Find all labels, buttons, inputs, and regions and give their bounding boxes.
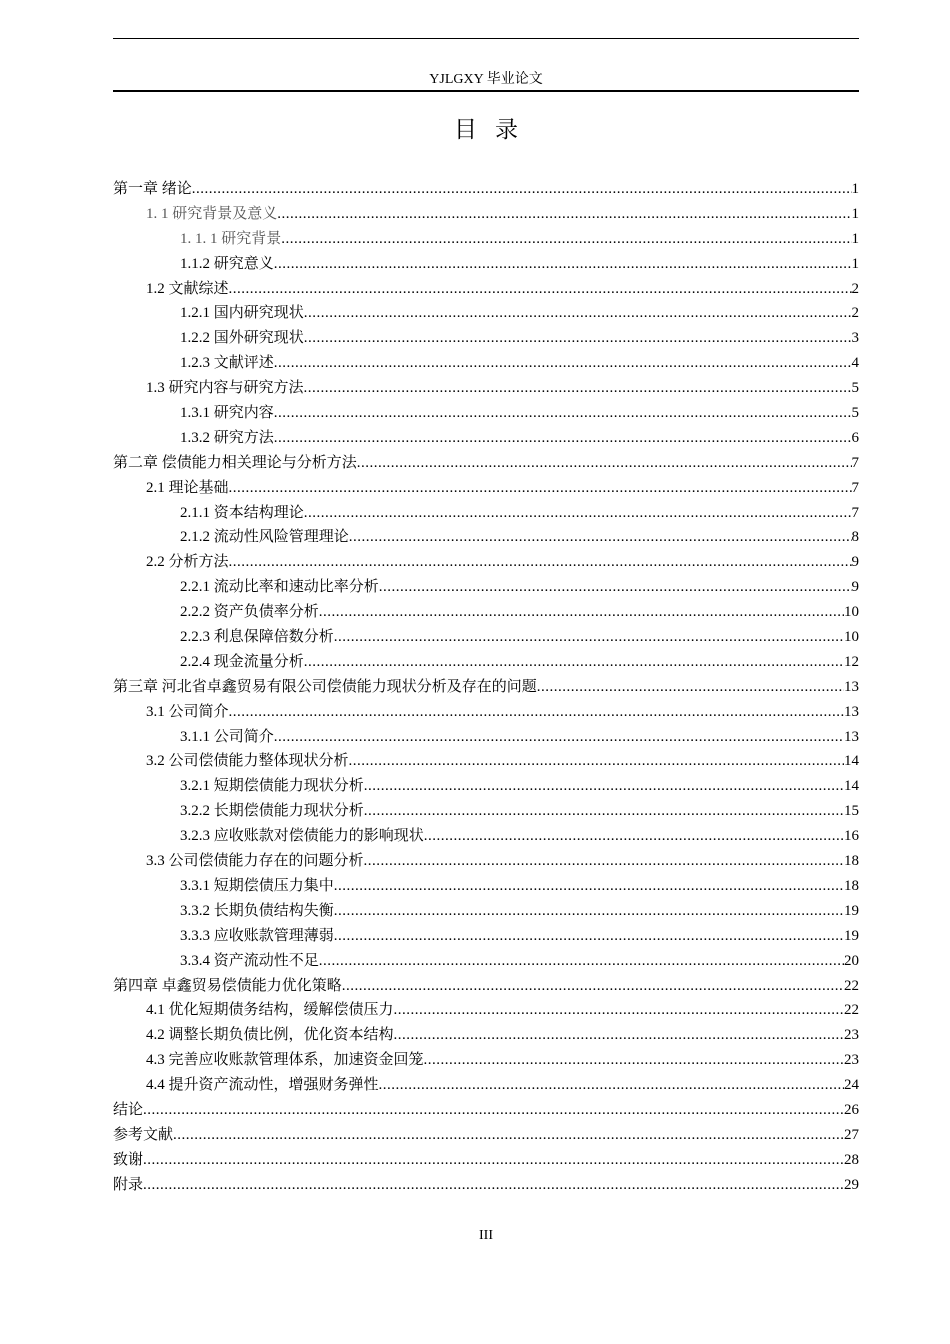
toc-leader-dots <box>364 799 844 824</box>
toc-leader-dots <box>304 501 852 526</box>
toc-entry-label: 2.2.1 流动比率和速动比率分析 <box>180 579 379 596</box>
toc-entry <box>113 227 859 252</box>
toc-entry-label: 4.1 优化短期债务结构，缓解偿债压力 <box>146 1002 394 1019</box>
toc-leader-dots <box>277 202 851 227</box>
toc-leader-dots <box>274 725 844 750</box>
toc-entry <box>113 749 859 774</box>
toc-entry <box>113 924 859 949</box>
toc-entry-page: 13 <box>844 703 859 720</box>
toc-leader-dots <box>334 899 844 924</box>
toc-leader-dots <box>304 376 852 401</box>
toc-entry-page: 8 <box>851 529 859 546</box>
toc-entry <box>113 998 859 1023</box>
toc-entry-page: 3 <box>851 330 859 347</box>
toc-entry-page: 22 <box>844 1002 859 1019</box>
toc-entry-page: 10 <box>844 604 859 621</box>
toc-leader-dots <box>424 1048 844 1073</box>
toc-entry-page: 14 <box>844 778 859 795</box>
toc-entry-label: 3.3 公司偿债能力存在的问题分析 <box>146 853 364 870</box>
toc-entry <box>113 874 859 899</box>
toc-leader-dots <box>342 974 844 999</box>
toc-entry-label: 3.2 公司偿债能力整体现状分析 <box>146 753 349 770</box>
toc-entry-label: 1.2 文献综述 <box>146 280 229 297</box>
toc-entry-page: 18 <box>844 853 859 870</box>
toc-entry <box>113 1048 859 1073</box>
toc-entry <box>113 1073 859 1098</box>
toc-entry-page: 6 <box>851 429 859 446</box>
toc-entry-page: 2 <box>851 280 859 297</box>
toc-entry-label: 3.1 公司简介 <box>146 703 229 720</box>
toc-entry-page: 27 <box>844 1126 859 1143</box>
toc-entry <box>113 600 859 625</box>
toc-entry-label: 1. 1 研究背景及意义 <box>146 205 278 222</box>
toc-entry-label: 2.1.2 流动性风险管理理论 <box>180 529 349 546</box>
toc-entry-page: 5 <box>851 405 859 422</box>
toc-entry-page: 1 <box>851 255 859 272</box>
toc-entry-label: 2.2.3 利息保障倍数分析 <box>180 629 334 646</box>
header-rule <box>113 90 859 92</box>
toc-leader-dots <box>537 675 844 700</box>
toc-entry-page: 19 <box>844 902 859 919</box>
running-header: YJLGXY 毕业论文 <box>429 72 543 87</box>
toc-entry-label: 1.2.1 国内研究现状 <box>180 305 304 322</box>
toc-leader-dots <box>274 351 852 376</box>
toc-leader-dots <box>274 401 852 426</box>
toc-entry-label: 1. 1. 1 研究背景 <box>180 230 282 247</box>
top-rule <box>113 38 859 39</box>
toc-entry <box>113 1098 859 1123</box>
toc-entry-page: 26 <box>844 1101 859 1118</box>
toc-entry <box>113 949 859 974</box>
toc-entry-page: 9 <box>851 554 859 571</box>
toc-entry-label: 第二章 偿债能力相关理论与分析方法 <box>113 454 357 471</box>
toc-leader-dots <box>304 326 852 351</box>
toc-entry-label: 1.2.3 文献评述 <box>180 355 274 372</box>
toc-entry-label: 2.2 分析方法 <box>146 554 229 571</box>
toc-entry-label: 2.1.1 资本结构理论 <box>180 504 304 521</box>
toc-entry-label: 2.1 理论基础 <box>146 479 229 496</box>
toc-entry-page: 16 <box>844 828 859 845</box>
toc-entry-label: 3.3.3 应收账款管理薄弱 <box>180 927 334 944</box>
toc-entry-label: 第一章 绪论 <box>113 181 192 197</box>
toc-entry-label: 3.3.1 短期偿债压力集中 <box>180 877 334 894</box>
toc-leader-dots <box>364 774 844 799</box>
toc-leader-dots <box>379 575 852 600</box>
toc-entry-page: 13 <box>844 728 859 745</box>
toc-entry-page: 23 <box>844 1027 859 1044</box>
toc-entry-page: 20 <box>844 952 859 969</box>
toc-entry <box>113 725 859 750</box>
toc-entry <box>113 849 859 874</box>
toc-entry <box>113 824 859 849</box>
toc-title: 目录 <box>454 117 536 143</box>
page-number: III <box>479 1228 493 1243</box>
toc-leader-dots <box>394 1023 844 1048</box>
toc-leader-dots <box>274 252 852 277</box>
toc-entry <box>113 1123 859 1148</box>
toc-entry <box>113 252 859 277</box>
toc-leader-dots <box>319 600 844 625</box>
toc-entry-label: 参考文献 <box>113 1126 174 1143</box>
toc-entry-page: 1 <box>851 181 859 197</box>
toc-entry <box>113 899 859 924</box>
toc-entry-page: 28 <box>844 1151 859 1168</box>
toc-entry <box>113 774 859 799</box>
toc-entry-page: 13 <box>844 678 859 695</box>
toc-entry-label: 3.2.3 应收账款对偿债能力的影响现状 <box>180 828 424 845</box>
toc-entry-label: 第四章 卓鑫贸易偿债能力优化策略 <box>113 977 342 994</box>
toc-leader-dots <box>304 301 852 326</box>
toc-entry <box>113 326 859 351</box>
toc-entry-page: 12 <box>844 653 859 670</box>
toc-leader-dots <box>334 874 844 899</box>
toc-entry <box>113 277 859 302</box>
toc-entry-page: 10 <box>844 629 859 646</box>
toc-entry <box>113 550 859 575</box>
toc-leader-dots <box>229 550 852 575</box>
toc-entry <box>113 401 859 426</box>
toc-entry-label: 附录 <box>113 1176 144 1193</box>
toc-leader-dots <box>334 924 844 949</box>
toc-entry <box>113 575 859 600</box>
toc-entry <box>113 376 859 401</box>
toc-leader-dots <box>349 749 844 774</box>
toc-entry-page: 14 <box>844 753 859 770</box>
toc-entry <box>113 700 859 725</box>
toc-entry <box>113 799 859 824</box>
toc-entry-page: 9 <box>851 579 859 596</box>
toc-leader-dots <box>192 177 852 202</box>
toc-entry-page: 7 <box>851 479 859 496</box>
toc-leader-dots <box>143 1098 844 1123</box>
toc-entry <box>113 177 859 202</box>
toc-entry-page: 18 <box>844 877 859 894</box>
toc-entry <box>113 501 859 526</box>
toc-entry-label: 1.3.2 研究方法 <box>180 429 274 446</box>
toc-leader-dots <box>143 1173 844 1198</box>
toc-entry-page: 7 <box>851 454 859 471</box>
toc-entry <box>113 675 859 700</box>
toc-leader-dots <box>229 277 852 302</box>
toc-entry-label: 2.2.2 资产负债率分析 <box>180 604 319 621</box>
toc-entry <box>113 351 859 376</box>
toc-entry <box>113 1023 859 1048</box>
table-of-contents <box>113 177 859 1198</box>
toc-leader-dots <box>143 1148 844 1173</box>
toc-entry-label: 3.2.2 长期偿债能力现状分析 <box>180 803 364 820</box>
toc-leader-dots <box>364 849 844 874</box>
toc-entry-page: 19 <box>844 927 859 944</box>
toc-entry <box>113 1148 859 1173</box>
toc-entry-label: 1.1.2 研究意义 <box>180 255 274 272</box>
toc-entry-page: 23 <box>844 1052 859 1069</box>
toc-entry-label: 致谢 <box>113 1151 144 1168</box>
toc-leader-dots <box>379 1073 844 1098</box>
toc-entry-page: 24 <box>844 1077 859 1094</box>
toc-entry-page: 1 <box>851 230 859 247</box>
toc-leader-dots <box>173 1123 844 1148</box>
toc-entry <box>113 202 859 227</box>
toc-entry-page: 5 <box>851 380 859 397</box>
toc-entry <box>113 1173 859 1198</box>
toc-leader-dots <box>229 476 852 501</box>
toc-leader-dots <box>229 700 844 725</box>
toc-entry-label: 3.2.1 短期偿债能力现状分析 <box>180 778 364 795</box>
toc-entry-label: 2.2.4 现金流量分析 <box>180 653 304 670</box>
toc-entry-label: 1.2.2 国外研究现状 <box>180 330 304 347</box>
toc-entry-page: 1 <box>851 205 859 222</box>
toc-entry-label: 3.3.4 资产流动性不足 <box>180 952 319 969</box>
toc-entry <box>113 525 859 550</box>
toc-entry-page: 2 <box>851 305 859 322</box>
toc-entry <box>113 451 859 476</box>
toc-entry-label: 1.3 研究内容与研究方法 <box>146 380 304 397</box>
toc-entry <box>113 974 859 999</box>
toc-entry-page: 29 <box>844 1176 859 1193</box>
toc-entry-page: 4 <box>851 355 859 372</box>
toc-entry-label: 第三章 河北省卓鑫贸易有限公司偿债能力现状分析及存在的问题 <box>113 678 537 695</box>
toc-leader-dots <box>304 650 844 675</box>
toc-leader-dots <box>394 998 844 1023</box>
toc-leader-dots <box>349 525 852 550</box>
toc-entry <box>113 625 859 650</box>
toc-entry-page: 22 <box>844 977 859 994</box>
toc-leader-dots <box>281 227 851 252</box>
toc-entry-label: 1.3.1 研究内容 <box>180 405 274 422</box>
toc-entry <box>113 650 859 675</box>
toc-entry-label: 结论 <box>113 1101 144 1118</box>
toc-leader-dots <box>319 949 844 974</box>
toc-leader-dots <box>274 426 852 451</box>
toc-entry <box>113 426 859 451</box>
toc-leader-dots <box>357 451 852 476</box>
toc-entry <box>113 476 859 501</box>
toc-entry-label: 3.3.2 长期负债结构失衡 <box>180 902 334 919</box>
toc-leader-dots <box>334 625 844 650</box>
toc-entry-page: 7 <box>851 504 859 521</box>
toc-entry <box>113 301 859 326</box>
toc-entry-label: 3.1.1 公司简介 <box>180 728 274 745</box>
toc-entry-label: 4.4 提升资产流动性，增强财务弹性 <box>146 1077 379 1094</box>
toc-entry-label: 4.2 调整长期负债比例，优化资本结构 <box>146 1027 394 1044</box>
toc-entry-page: 15 <box>844 803 859 820</box>
toc-entry-label: 4.3 完善应收账款管理体系，加速资金回笼 <box>146 1052 424 1069</box>
toc-leader-dots <box>424 824 844 849</box>
